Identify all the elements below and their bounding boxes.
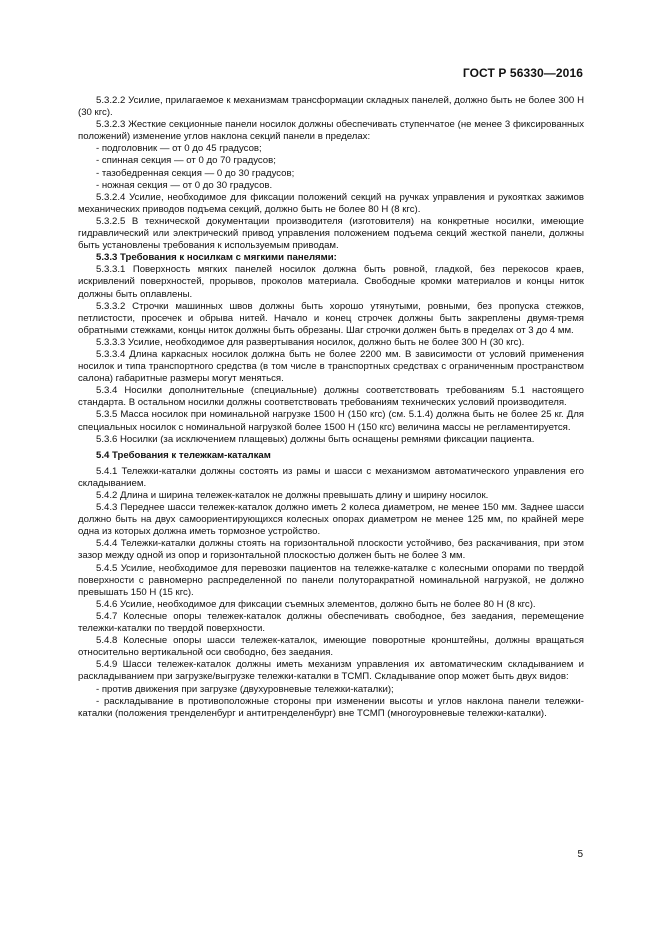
document-header: ГОСТ Р 56330—2016 (462, 66, 583, 80)
list-item-back-section: - спинная секция — от 0 до 70 градусов; (96, 155, 276, 167)
paragraph-5-4-7: 5.4.7 Колесные опоры тележек-каталок должны обеспечивать свободное, без заедания, перемещение тележки-каталки по твердой поверхности. (78, 610, 584, 635)
paragraph-5-3-6: 5.3.6 Носилки (за исключением плащевых) должны быть оснащены ремнями фиксации пациента. (96, 433, 535, 445)
paragraph-5-4-4: 5.4.4 Тележки-каталки должны стоять на горизонтальной плоскости устойчиво, без раскачивания, при этом зазор между одной из опор и горизонтальной плоскостью должен быть не более 3 мм. (78, 538, 584, 562)
paragraph-5-3-2-4: 5.3.2.4 Усилие, необходимое для фиксации положений секций на ручках управления и рукоятках зажимов механических приводов подъема секций, должно быть не более 80 Н (8 кгс). (78, 191, 584, 215)
paragraph-5-3-3-4: 5.3.3.4 Длина каркасных носилок должна быть не более 2200 мм. В зависимости от условий применения носилок и типа транспортного средства (в том числе в транспортных средствах с ограниченным пространством салона) габаритные размеры могут меняться. (78, 348, 584, 385)
list-item-hip-section: - тазобедренная секция — 0 до 30 градусов; (96, 167, 295, 179)
list-item-foot-section: - ножная секция — от 0 до 30 градусов. (96, 179, 273, 191)
paragraph-5-3-3-3: 5.3.3.3 Усилие, необходимое для развертывания носилок, должно быть не более 300 Н (30 кгс). (96, 336, 525, 348)
paragraph-5-4-8: 5.4.8 Колесные опоры шасси тележек-каталок, имеющие поворотные кронштейны, должны вращаться относительно вертикальной оси свободно, без заедания. (78, 635, 584, 659)
paragraph-5-3-2-5: 5.3.2.5 В технической документации производителя (изготовителя) на конкретные носилки, имеющие гидравлический или электрический привод управления положением подъема секций жесткой панели, должны быть установлены требования к используемым приводам. (78, 215, 584, 252)
paragraph-5-3-5: 5.3.5 Масса носилок при номинальной нагрузке 1500 Н (150 кгс) (см. 5.1.4) должна быть не более 25 кг. Для специальных носилок с номинальной нагрузкой более 1500 Н (150 кгс) величина массы не регламентируется. (78, 409, 584, 433)
list-item-headrest: - подголовник — от 0 до 45 градусов; (96, 143, 262, 155)
paragraph-5-4-2: 5.4.2 Длина и ширина тележек-каталок не должны превышать длину и ширину носилок. (96, 490, 489, 501)
paragraph-5-3-2-2: 5.3.2.2 Усилие, прилагаемое к механизмам трансформации складных панелей, должно быть не более 300 Н (30 кгс). (78, 95, 584, 119)
paragraph-5-4-5: 5.4.5 Усилие, необходимое для перевозки пациентов на тележке-каталке с колесными опорами по твердой поверхности с равномерно распределенной по панели полуторакратной номинальной нагрузкой, не должно превышать 150 Н (15 кгс). (78, 562, 584, 598)
document-body (78, 95, 584, 720)
paragraph-5-3-3-1: 5.3.3.1 Поверхность мягких панелей носилок должна быть ровной, гладкой, без перекосов краев, искривлений поверхностей, прорывов, проколов материала. Свободные кромки материалов и концы ниток должны быть оплавлены. (78, 264, 584, 300)
page-number: 5 (577, 849, 583, 860)
paragraph-5-4-3: 5.4.3 Переднее шасси тележек-каталок должно иметь 2 колеса диаметром, не менее 150 мм. Заднее шасси должно быть на двух самоориентирующихся колесных опорах диаметром не менее 125 мм, по крайней мере одна из которых должна иметь тормозное устройство. (78, 502, 584, 538)
section-heading-5-4: 5.4 Требования к тележкам-каталкам (96, 449, 271, 461)
paragraph-5-4-1: 5.4.1 Тележки-каталки должны состоять из рамы и шасси с механизмом автоматического управления его складыванием. (78, 465, 584, 489)
section-heading-5-3-3: 5.3.3 Требования к носилкам с мягкими панелями: (96, 252, 337, 264)
paragraph-5-4-6: 5.4.6 Усилие, необходимое для фиксации съемных элементов, должно быть не более 80 Н (8 кгс). (96, 598, 536, 610)
paragraph-5-3-3-2: 5.3.3.2 Строчки машинных швов должны быть хорошо утянутыми, ровными, без пропуска стежков, петлистости, просечек и обрыва нитей. Начало и конец строчек должны быть закреплены двумя-тремя обратными стежками, концы ниток должны быть обрезаны. Шаг строчки должен быть в пределах от 3 до 4 мм. (78, 300, 584, 336)
paragraph-5-3-2-3: 5.3.2.3 Жесткие секционные панели носилок должны обеспечивать ступенчатое (не менее 3 фиксированных положений) изменение углов наклона секций панели в пределах: (78, 119, 584, 143)
paragraph-5-4-9: 5.4.9 Шасси тележек-каталок должны иметь механизм управления их автоматическим складыванием и раскладыванием при загрузке/выгрузке тележки-каталки в ТСМП. Складывание опор может быть двух видов: (78, 659, 584, 683)
list-item-against-movement: - против движения при загрузке (двухуровневые тележки-каталки); (96, 683, 394, 695)
paragraph-5-3-4: 5.3.4 Носилки дополнительные (специальные) должны соответствовать требованиям 5.1 настоящего стандарта. В остальном носилки должны соответствовать требованиям технических условий производителя. (78, 385, 584, 409)
list-item-opposite-directions: - раскладывание в противоположные стороны при изменении высоты и углов наклона панели тележки-каталки (положения тренделенбург и антитренделенбург) вне ТСМП (многоуровневые тележки-каталки). (78, 695, 584, 719)
